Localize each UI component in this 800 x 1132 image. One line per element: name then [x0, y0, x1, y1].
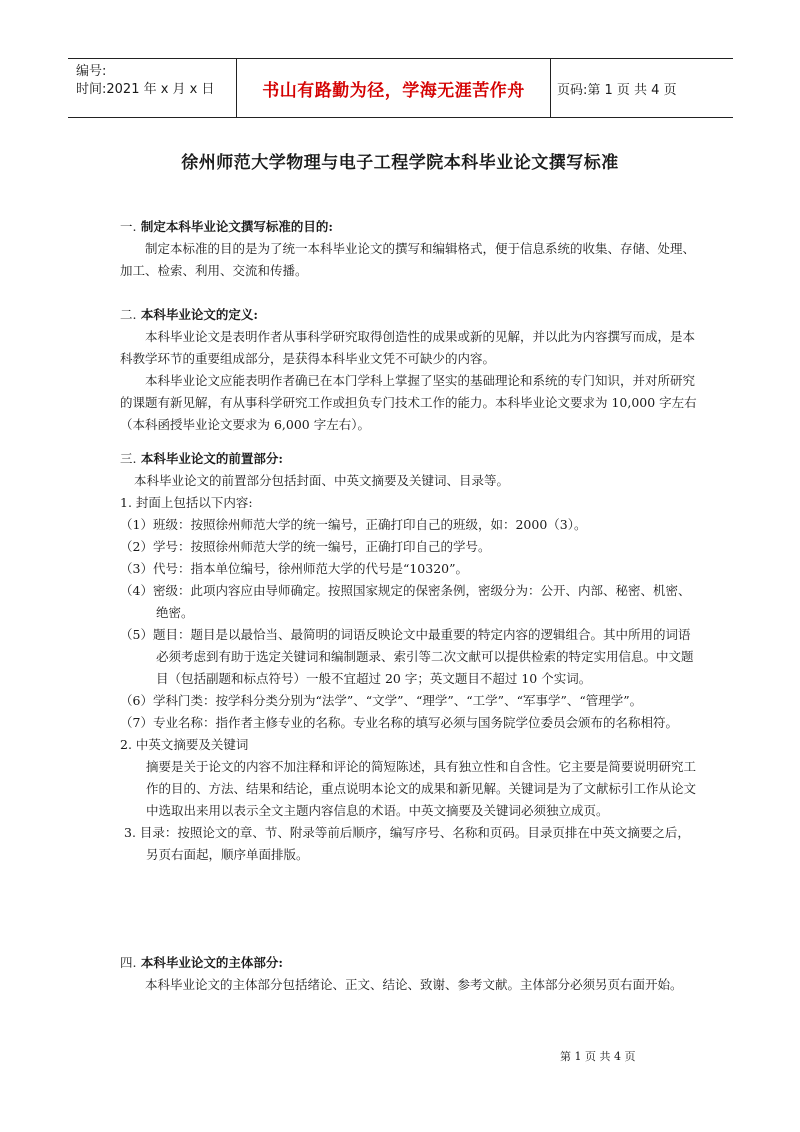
- header-page-number: 页码:第 1 页 共 4 页: [557, 82, 677, 98]
- section-3: [120, 448, 700, 866]
- cover-item-6: （6）学科门类：按学科分类分别为“法学”、“文学”、“理学”、“工学”、“军事学”、“管理学”。: [120, 693, 643, 708]
- header-page-cell: [551, 59, 733, 117]
- section-4-paragraph: 本科毕业论文的主体部分包括绪论、正文、结论、致谢、参考文献。主体部分必须另页右面开始。: [145, 977, 683, 992]
- section-3-title: 本科毕业论文的前置部分:: [140, 451, 283, 466]
- section-3-number: 三.: [120, 451, 137, 466]
- cover-item-2: （2）学号：按照徐州师范大学的统一编号，正确打印自己的学号。: [120, 539, 491, 554]
- section-1-paragraph: 制定本标准的目的是为了统一本科毕业论文的撰写和编辑格式，便于信息系统的收集、存储、处理、加工、检索、利用、交流和传播。: [120, 241, 696, 278]
- section-2-number: 二.: [120, 307, 137, 322]
- section-3-item-1: 1. 封面上包括以下内容:: [120, 495, 253, 510]
- section-4-heading: [120, 952, 700, 974]
- section-4-title: 本科毕业论文的主体部分:: [140, 955, 283, 970]
- header-number: 编号:: [76, 64, 107, 79]
- section-2: [120, 304, 700, 436]
- section-3-item-2: 2. 中英文摘要及关键词: [120, 737, 249, 752]
- cover-item-1: （1）班级：按照徐州师范大学的统一编号，正确打印自己的班级，如：2000（3）。: [120, 517, 587, 532]
- header-time: 时间:2021 年 x 月 x 日: [76, 82, 215, 97]
- page-footer: 第 1 页 共 4 页: [560, 1050, 636, 1063]
- cover-item-5: （5）题目：题目是以最恰当、最简明的词语反映论文中最重要的特定内容的逻辑组合。其中所用的词语必须考虑到有助于选定关键词和编制题录、索引等二次文献可以提供检索的特定实用信息。中文题目（包括副题和标点符号）一般不宜超过 20 字；英文题目不超过 10 个实词。: [120, 627, 694, 686]
- section-1-title: 制定本科毕业论文撰写标准的目的:: [140, 219, 333, 234]
- section-2-heading: [120, 304, 700, 326]
- section-1-number: 一.: [120, 219, 137, 234]
- cover-item-4: （4）密级：此项内容应由导师确定。按照国家规定的保密条例，密级分为：公开、内部、秘密、机密、绝密。: [120, 583, 691, 620]
- header-table: [68, 58, 733, 118]
- section-3-heading: [120, 448, 700, 470]
- header-left-cell: [68, 59, 236, 117]
- section-3-item-3: 3. 目录：按照论文的章、节、附录等前后顺序，编写序号、名称和页码。目录页排在中英文摘要之后，另页右面起，顺序单面排版。: [124, 825, 690, 862]
- section-1: [120, 216, 700, 282]
- header-slogan: 书山有路勤为径，学海无涯苦作舟: [262, 80, 525, 101]
- cover-item-3: （3）代号：指本单位编号，徐州师范大学的代号是“10320”。: [120, 561, 468, 576]
- document-title: 徐州师范大学物理与电子工程学院本科毕业论文撰写标准: [181, 153, 619, 173]
- section-1-heading: [120, 216, 700, 238]
- section-2-title: 本科毕业论文的定义:: [140, 307, 258, 322]
- section-2-paragraph-2: 本科毕业论文应能表明作者确已在本门学科上掌握了坚实的基础理论和系统的专门知识，并对所研究的课题有新见解，有从事科学研究工作或担负专门技术工作的能力。本科毕业论文要求为 10,000 字左右（本科函授毕业论文要求为 6,000 字左右）。: [120, 373, 697, 432]
- cover-item-7: （7）专业名称：指作者主修专业的名称。专业名称的填写必须与国务院学位委员会颁布的名称相符。: [120, 715, 678, 730]
- section-2-paragraph-1: 本科毕业论文是表明作者从事科学研究取得创造性的成果或新的见解，并以此为内容撰写而成，是本科教学环节的重要组成部分，是获得本科毕业文凭不可缺少的内容。: [120, 329, 696, 366]
- section-4: [120, 952, 700, 996]
- section-4-number: 四.: [120, 955, 137, 970]
- section-3-item-2-text: 摘要是关于论文的内容不加注释和评论的简短陈述，具有独立性和自含性。它主要是简要说明研究工作的目的、方法、结果和结论，重点说明本论文的成果和新见解。关键词是为了文献标引工作从论文中选取出来用以表示全文主题内容信息的术语。中英文摘要及关键词必须独立成页。: [146, 759, 697, 818]
- header-slogan-cell: [236, 59, 551, 117]
- section-3-intro: 本科毕业论文的前置部分包括封面、中英文摘要及关键词、目录等。: [134, 473, 510, 488]
